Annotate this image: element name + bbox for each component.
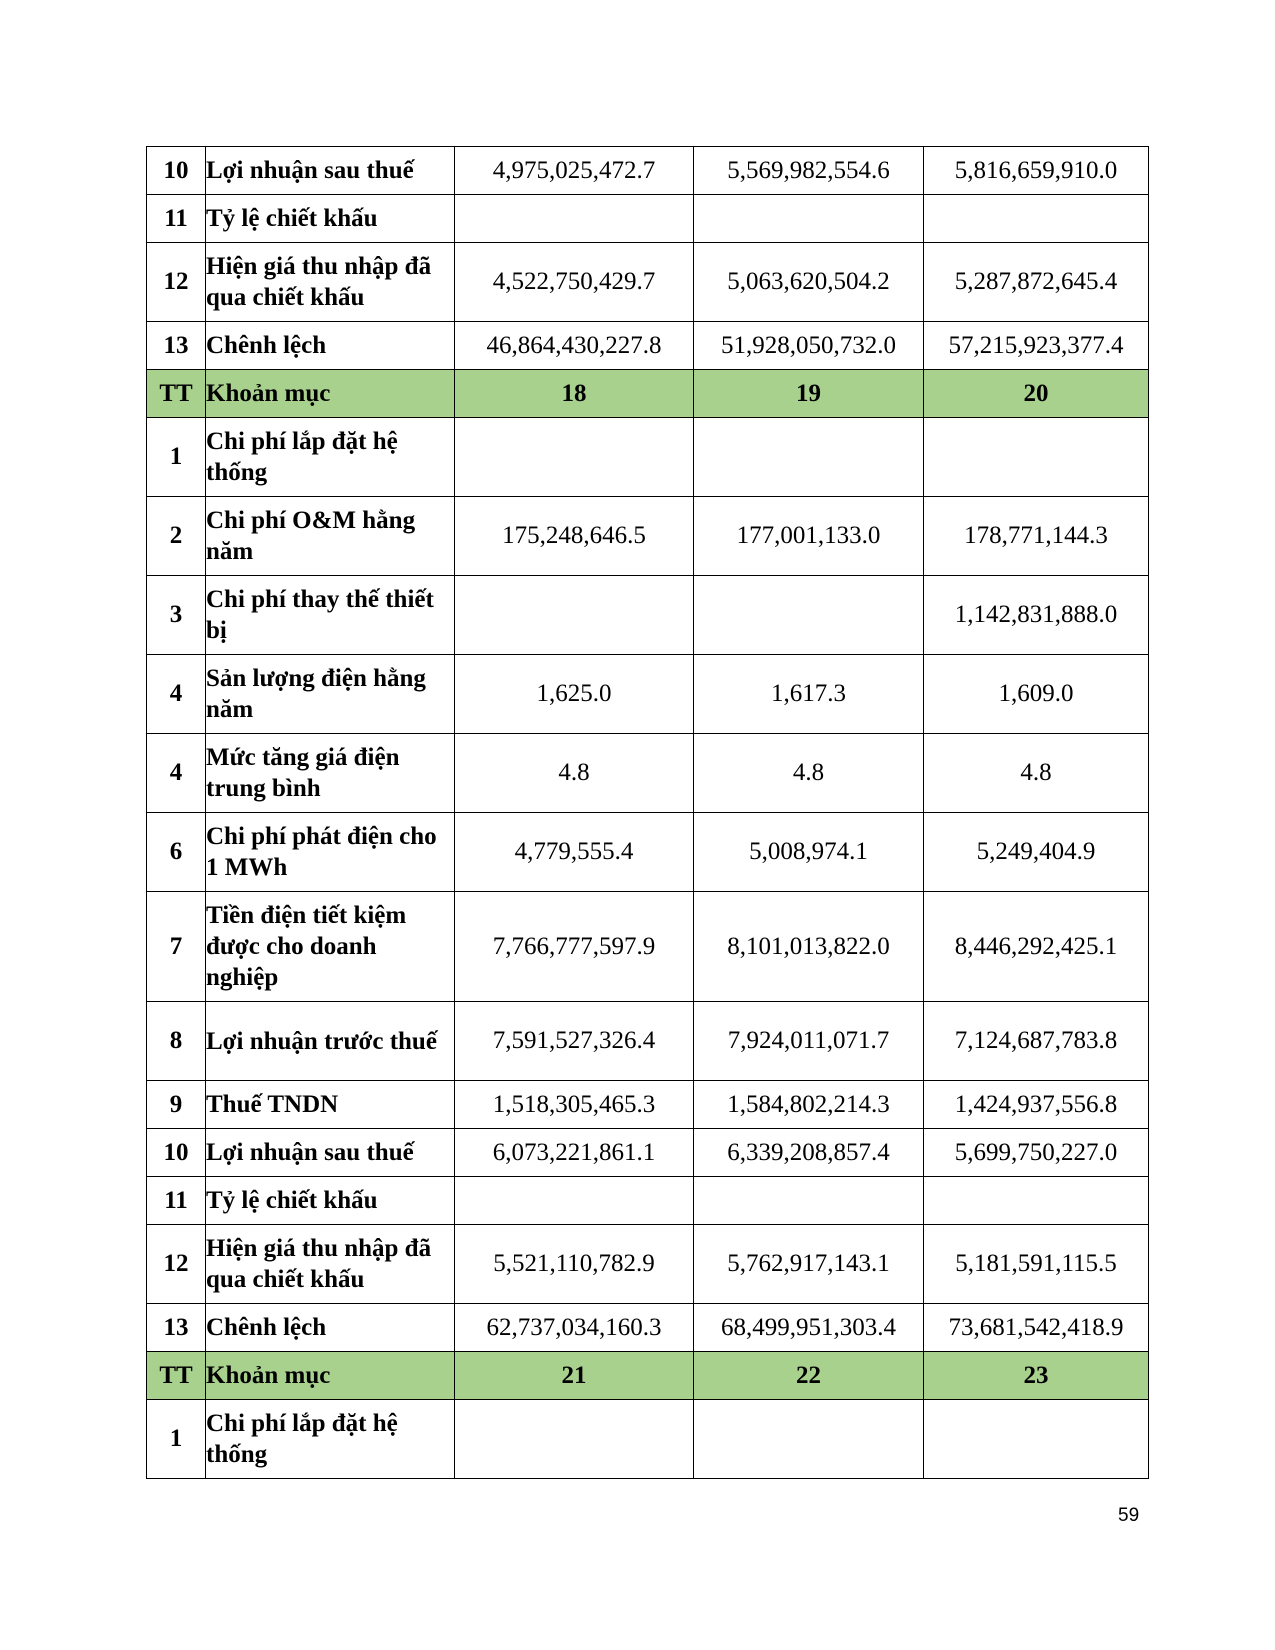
row-number: 3 [147, 576, 206, 655]
row-number: 11 [147, 1177, 206, 1225]
value-cell: 5,699,750,227.0 [924, 1129, 1149, 1177]
row-number: 4 [147, 734, 206, 813]
value-cell: 5,521,110,782.9 [455, 1225, 694, 1304]
value-cell: 5,569,982,554.6 [694, 147, 924, 195]
row-number: 13 [147, 322, 206, 370]
value-cell: 1,609.0 [924, 655, 1149, 734]
table-row [147, 813, 1149, 892]
value-cell: 4,522,750,429.7 [455, 243, 694, 322]
row-label: Lợi nhuận sau thuế [206, 147, 455, 195]
row-label: Chi phí O&M hằng năm [206, 497, 455, 576]
table-row [147, 1129, 1149, 1177]
row-label: Lợi nhuận trước thuế [206, 1002, 455, 1081]
header-tt: TT [147, 370, 206, 418]
header-year: 21 [455, 1352, 694, 1400]
value-cell: 4,975,025,472.7 [455, 147, 694, 195]
header-year: 18 [455, 370, 694, 418]
header-year: 22 [694, 1352, 924, 1400]
row-number: 7 [147, 892, 206, 1002]
header-label: Khoản mục [206, 370, 455, 418]
value-cell: 46,864,430,227.8 [455, 322, 694, 370]
value-cell: 4.8 [455, 734, 694, 813]
value-cell [694, 418, 924, 497]
value-cell: 5,008,974.1 [694, 813, 924, 892]
value-cell: 6,073,221,861.1 [455, 1129, 694, 1177]
value-cell [455, 195, 694, 243]
value-cell: 178,771,144.3 [924, 497, 1149, 576]
row-label: Mức tăng giá điện trung bình [206, 734, 455, 813]
table-row [147, 1225, 1149, 1304]
value-cell: 73,681,542,418.9 [924, 1304, 1149, 1352]
value-cell: 62,737,034,160.3 [455, 1304, 694, 1352]
row-number: 10 [147, 147, 206, 195]
row-number: 1 [147, 418, 206, 497]
row-label: Hiện giá thu nhập đã qua chiết khấu [206, 243, 455, 322]
row-label: Sản lượng điện hằng năm [206, 655, 455, 734]
row-label: Chi phí lắp đặt hệ thống [206, 1400, 455, 1479]
row-label: Lợi nhuận sau thuế [206, 1129, 455, 1177]
value-cell: 5,181,591,115.5 [924, 1225, 1149, 1304]
row-label: Thuế TNDN [206, 1081, 455, 1129]
table-row [147, 1177, 1149, 1225]
value-cell: 5,063,620,504.2 [694, 243, 924, 322]
table-row [147, 734, 1149, 813]
header-label: Khoản mục [206, 1352, 455, 1400]
row-number: 4 [147, 655, 206, 734]
row-label: Tỷ lệ chiết khấu [206, 195, 455, 243]
value-cell: 57,215,923,377.4 [924, 322, 1149, 370]
value-cell: 6,339,208,857.4 [694, 1129, 924, 1177]
value-cell: 4,779,555.4 [455, 813, 694, 892]
value-cell [924, 195, 1149, 243]
value-cell [924, 418, 1149, 497]
table-row [147, 655, 1149, 734]
row-number: 6 [147, 813, 206, 892]
value-cell: 8,101,013,822.0 [694, 892, 924, 1002]
row-number: 11 [147, 195, 206, 243]
value-cell: 7,924,011,071.7 [694, 1002, 924, 1081]
row-number: 1 [147, 1400, 206, 1479]
table-row [147, 1304, 1149, 1352]
value-cell: 7,124,687,783.8 [924, 1002, 1149, 1081]
table-row [147, 576, 1149, 655]
value-cell: 7,591,527,326.4 [455, 1002, 694, 1081]
value-cell [694, 195, 924, 243]
row-label: Chênh lệch [206, 322, 455, 370]
table-row [147, 892, 1149, 1002]
value-cell: 51,928,050,732.0 [694, 322, 924, 370]
row-label: Hiện giá thu nhập đã qua chiết khấu [206, 1225, 455, 1304]
row-label: Tỷ lệ chiết khấu [206, 1177, 455, 1225]
value-cell: 5,249,404.9 [924, 813, 1149, 892]
value-cell: 1,625.0 [455, 655, 694, 734]
row-number: 9 [147, 1081, 206, 1129]
value-cell: 5,816,659,910.0 [924, 147, 1149, 195]
row-number: 8 [147, 1002, 206, 1081]
value-cell: 1,142,831,888.0 [924, 576, 1149, 655]
value-cell: 177,001,133.0 [694, 497, 924, 576]
table-row [147, 497, 1149, 576]
table-row [147, 195, 1149, 243]
header-year: 20 [924, 370, 1149, 418]
value-cell: 1,584,802,214.3 [694, 1081, 924, 1129]
value-cell [455, 1400, 694, 1479]
value-cell: 1,518,305,465.3 [455, 1081, 694, 1129]
value-cell: 5,762,917,143.1 [694, 1225, 924, 1304]
row-number: 10 [147, 1129, 206, 1177]
header-tt: TT [147, 1352, 206, 1400]
value-cell [455, 1177, 694, 1225]
header-year: 23 [924, 1352, 1149, 1400]
value-cell: 1,617.3 [694, 655, 924, 734]
row-label: Tiền điện tiết kiệm được cho doanh nghiệp [206, 892, 455, 1002]
row-label: Chi phí phát điện cho 1 MWh [206, 813, 455, 892]
row-number: 12 [147, 243, 206, 322]
value-cell [924, 1177, 1149, 1225]
table-row [147, 418, 1149, 497]
value-cell: 175,248,646.5 [455, 497, 694, 576]
value-cell: 4.8 [694, 734, 924, 813]
row-label: Chi phí thay thế thiết bị [206, 576, 455, 655]
header-row [147, 370, 1149, 418]
value-cell [455, 418, 694, 497]
value-cell: 68,499,951,303.4 [694, 1304, 924, 1352]
row-number: 13 [147, 1304, 206, 1352]
value-cell [694, 1177, 924, 1225]
value-cell [455, 576, 694, 655]
header-row [147, 1352, 1149, 1400]
value-cell: 7,766,777,597.9 [455, 892, 694, 1002]
page-number: 59 [1118, 1505, 1140, 1526]
value-cell: 5,287,872,645.4 [924, 243, 1149, 322]
value-cell [694, 1400, 924, 1479]
value-cell: 4.8 [924, 734, 1149, 813]
value-cell: 1,424,937,556.8 [924, 1081, 1149, 1129]
row-label: Chi phí lắp đặt hệ thống [206, 418, 455, 497]
value-cell: 8,446,292,425.1 [924, 892, 1149, 1002]
table-row [147, 1002, 1149, 1081]
table-row [147, 243, 1149, 322]
row-number: 12 [147, 1225, 206, 1304]
value-cell [924, 1400, 1149, 1479]
table-row [147, 1400, 1149, 1479]
table-row [147, 1081, 1149, 1129]
row-label: Chênh lệch [206, 1304, 455, 1352]
header-year: 19 [694, 370, 924, 418]
row-number: 2 [147, 497, 206, 576]
financial-table [146, 146, 1149, 1479]
value-cell [694, 576, 924, 655]
table-row [147, 147, 1149, 195]
table-row [147, 322, 1149, 370]
